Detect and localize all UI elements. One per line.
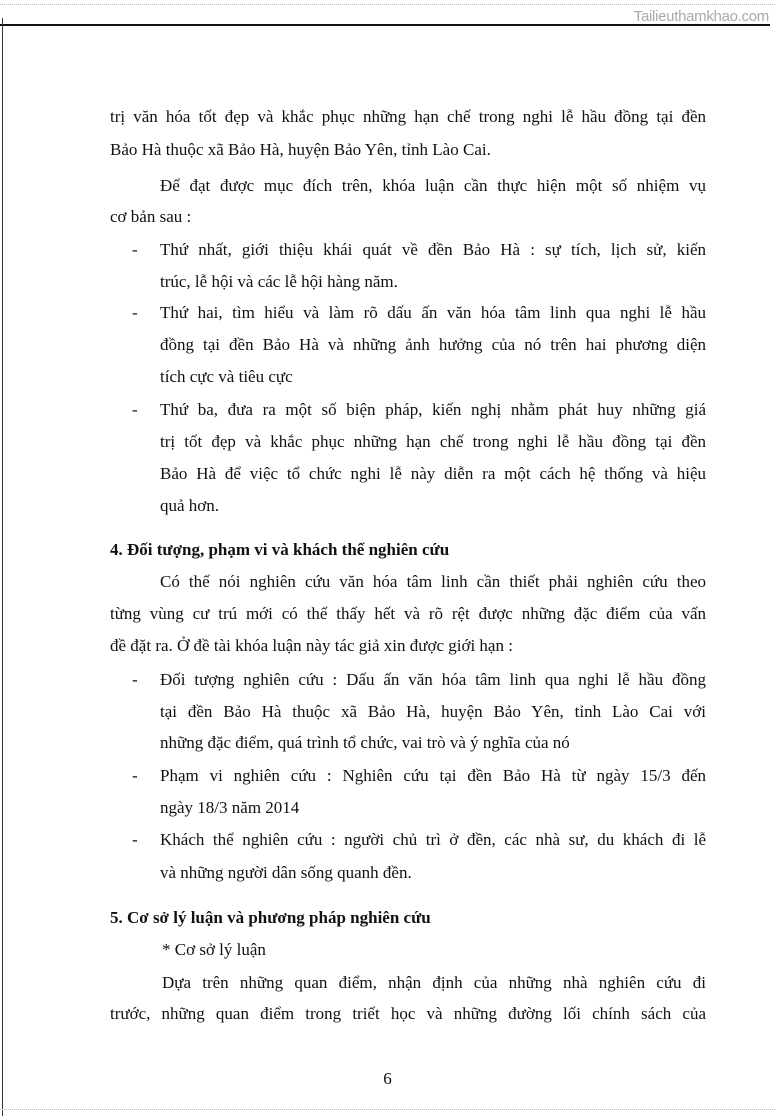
text-line: trúc, lễ hội và các lễ hội hàng năm.	[160, 272, 398, 291]
scan-artifacts-bottom	[0, 1109, 775, 1110]
bullet-dash-icon: -	[132, 766, 138, 785]
bullet-dash-icon: -	[132, 670, 138, 689]
text-line: Thứ nhất, giới thiệu khái quát về đền Bảo Hà : sự tích, lịch sử, kiến	[160, 240, 706, 259]
text-line: Để đạt được mục đích trên, khóa luận cần thực hiện một số nhiệm vụ	[160, 176, 706, 195]
text-line: từng vùng cư trú mới có thể thấy hết và rõ rệt được những đặc điểm của vấn	[110, 604, 706, 623]
text-line: đề đặt ra. Ở đề tài khóa luận này tác giả xin được giới hạn :	[110, 636, 513, 655]
text-line: Phạm vi nghiên cứu : Nghiên cứu tại đền Bảo Hà từ ngày 15/3 đến	[160, 766, 706, 785]
text-line: Bảo Hà thuộc xã Bảo Hà, huyện Bảo Yên, tỉnh Lào Cai.	[110, 140, 491, 159]
text-line: trị văn hóa tốt đẹp và khắc phục những hạn chế trong nghi lễ hầu đồng tại đền	[110, 107, 706, 126]
bullet-dash-icon: -	[132, 830, 138, 849]
text-line: và những người dân sống quanh đền.	[160, 863, 412, 882]
text-line: Thứ ba, đưa ra một số biện pháp, kiến nghị nhằm phát huy những giá	[160, 400, 706, 419]
page-number: 6	[383, 1069, 392, 1088]
bullet-dash-icon: -	[132, 400, 138, 419]
text-line: đồng tại đền Bảo Hà và những ảnh hưởng của nó trên hai phương diện	[160, 335, 706, 354]
bullet-dash-icon: -	[132, 303, 138, 322]
text-line: trị tốt đẹp và khắc phục những hạn chế trong nghi lễ hầu đồng tại đền	[160, 432, 706, 451]
text-line: trước, những quan điểm trong triết học và những đường lối chính sách của	[110, 1004, 706, 1023]
text-line: Khách thể nghiên cứu : người chủ trì ở đền, các nhà sư, du khách đi lễ	[160, 830, 706, 849]
text-line: cơ bản sau :	[110, 207, 192, 226]
watermark: Tailieuthamkhao.com	[633, 8, 769, 25]
section-heading: 4. Đối tượng, phạm vi và khách thể nghiên cứu	[110, 540, 450, 559]
text-line: tại đền Bảo Hà thuộc xã Bảo Hà, huyện Bảo Yên, tỉnh Lào Cai với	[160, 702, 706, 721]
bullet-dash-icon: -	[132, 240, 138, 259]
text-line: Đối tượng nghiên cứu : Dấu ấn văn hóa tâm linh qua nghi lễ hầu đồng	[160, 670, 706, 689]
text-line: Dựa trên những quan điểm, nhận định của những nhà nghiên cứu đi	[162, 973, 706, 992]
text-line: tích cực và tiêu cực	[160, 367, 293, 386]
text-line: quả hơn.	[160, 496, 220, 515]
text-line: * Cơ sở lý luận	[162, 940, 266, 959]
text-line: những đặc điểm, quá trình tổ chức, vai trò và ý nghĩa của nó	[160, 733, 570, 752]
text-line: Bảo Hà để việc tổ chức nghi lễ này diễn ra một cách hệ thống và hiệu	[160, 464, 706, 483]
text-line: Thứ hai, tìm hiểu và làm rõ dấu ấn văn hóa tâm linh qua nghi lễ hầu	[160, 303, 706, 322]
text-line: Có thể nói nghiên cứu văn hóa tâm linh cần thiết phải nghiên cứu theo	[160, 572, 706, 591]
section-heading: 5. Cơ sở lý luận và phương pháp nghiên cứu	[110, 908, 431, 927]
page-left-border	[2, 18, 3, 1116]
text-line: ngày 18/3 năm 2014	[160, 798, 300, 817]
